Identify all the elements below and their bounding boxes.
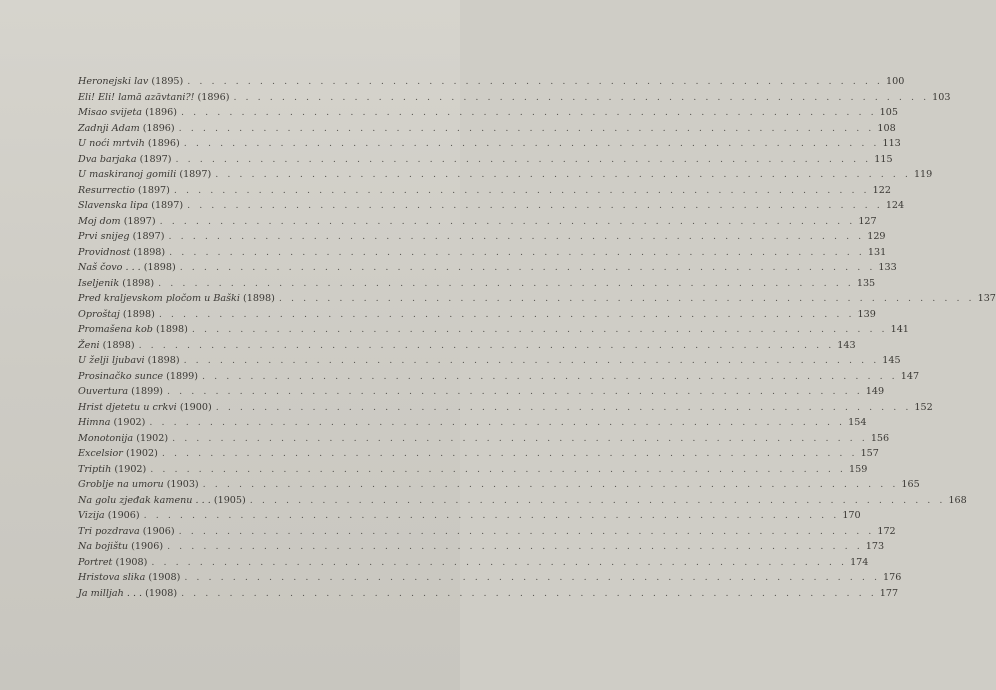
poem-title: U želji ljubavi: [78, 355, 145, 366]
page-number: 103: [932, 91, 951, 103]
poem-title: Providnost: [78, 246, 131, 258]
page-number: 113: [882, 138, 901, 149]
toc-entry: [78, 400, 933, 416]
poem-year: (1897): [151, 200, 184, 211]
poem-year: (1902): [136, 432, 169, 444]
poem-year: (1895): [151, 76, 184, 87]
toc-entry: [78, 307, 876, 323]
table-of-contents: [78, 74, 996, 601]
toc-entry-title: [78, 446, 158, 462]
toc-entry: [78, 167, 933, 183]
poem-year: (1898): [133, 246, 166, 258]
page-number: 139: [857, 308, 876, 320]
toc-entry: [78, 136, 901, 152]
page-number: 172: [877, 525, 896, 537]
toc-entry: [78, 353, 901, 369]
page-number: 174: [850, 556, 869, 568]
dot-leader: [162, 446, 858, 462]
toc-entry: [78, 508, 861, 524]
poem-year: (1896): [145, 107, 177, 118]
poem-year: (1902): [113, 417, 146, 428]
poem-title: Groblje na umoru: [78, 479, 164, 490]
toc-entry: [78, 183, 891, 199]
dot-leader: [167, 539, 863, 555]
toc-entry: [78, 74, 905, 90]
poem-title: Ouvertura: [78, 386, 129, 397]
poem-year: (1906): [142, 525, 175, 537]
page-number: 173: [865, 541, 885, 552]
poem-title: Ženi: [78, 339, 100, 351]
page-number: 141: [890, 324, 909, 335]
poem-title: Excelsior: [78, 448, 123, 459]
dot-leader: [169, 245, 865, 261]
toc-entry-title: [78, 90, 229, 106]
dot-leader: [181, 586, 877, 602]
poem-title: Iseljenik: [78, 277, 120, 289]
poem-title: Ja milljah . . .: [78, 587, 143, 599]
dot-leader: [150, 462, 846, 478]
dot-leader: [158, 276, 854, 292]
poem-title: Zadnji Adam: [78, 122, 140, 134]
page-number: 127: [858, 215, 877, 227]
poem-year: (1897): [123, 215, 156, 227]
dot-leader: [174, 183, 870, 199]
dot-leader: [180, 260, 876, 276]
toc-entry: [78, 384, 885, 400]
poem-year: (1897): [179, 169, 212, 180]
toc-entry-title: [78, 183, 170, 199]
toc-entry: [78, 245, 887, 261]
page-number: 135: [856, 277, 876, 289]
poem-year: (1896): [142, 122, 175, 134]
poem-title: Slavenska lipa: [78, 200, 149, 211]
dot-leader: [176, 152, 872, 168]
poem-title: Triptih: [78, 463, 112, 475]
poem-title: Misao svijeta: [78, 107, 142, 118]
dot-leader: [187, 74, 883, 90]
poem-title: Monotonija: [78, 432, 134, 444]
toc-entry-title: [78, 105, 177, 121]
page-number: 133: [878, 262, 897, 273]
dot-leader: [172, 431, 868, 447]
poem-title: Portret: [78, 556, 113, 568]
toc-entry: [78, 570, 902, 586]
dot-leader: [159, 307, 855, 323]
toc-entry: [78, 152, 893, 168]
page-number: 168: [948, 494, 967, 506]
toc-entry: [78, 586, 899, 602]
toc-entry-title: [78, 570, 180, 586]
toc-entry: [78, 105, 898, 121]
poem-year: (1898): [242, 293, 275, 304]
page-number: 145: [882, 355, 901, 366]
toc-entry-title: [78, 555, 147, 571]
toc-entry-title: [78, 524, 175, 540]
dot-leader: [167, 384, 863, 400]
poem-title: Heronejski lav: [78, 76, 149, 87]
poem-title: Oproštaj: [78, 308, 120, 320]
poem-title: Vizija: [78, 510, 105, 521]
page-number: 119: [913, 169, 933, 180]
toc-entry-title: [78, 260, 176, 276]
poem-title: Eli! Eli! lamā azāvtani?!: [78, 91, 195, 103]
toc-entry-title: [78, 477, 199, 493]
dot-leader: [160, 214, 856, 230]
toc-entry-title: [78, 74, 183, 90]
poem-year: (1902): [125, 448, 158, 459]
page-number: 105: [879, 107, 898, 118]
toc-entry: [78, 121, 896, 137]
toc-entry-title: [78, 415, 145, 431]
toc-entry: [78, 90, 951, 106]
toc-entry: [78, 369, 920, 385]
dot-leader: [187, 198, 883, 214]
dot-leader: [179, 121, 875, 137]
page-number: 100: [885, 76, 905, 87]
poem-year: (1898): [155, 324, 188, 335]
poem-year: (1896): [197, 91, 230, 103]
poem-title: Himna: [78, 417, 111, 428]
page-number: 108: [877, 122, 896, 134]
page-number: 165: [901, 479, 920, 490]
poem-year: (1898): [122, 277, 155, 289]
dot-leader: [181, 105, 877, 121]
poem-title: Prvi snijeg: [78, 231, 130, 242]
poem-year: (1898): [102, 339, 135, 351]
toc-entry: [78, 446, 879, 462]
toc-entry: [78, 322, 909, 338]
toc-entry-title: [78, 369, 198, 385]
poem-year: (1899): [131, 386, 164, 397]
toc-entry: [78, 198, 905, 214]
page-number: 147: [900, 370, 920, 382]
page-number: 143: [837, 339, 856, 351]
toc-entry-title: [78, 353, 180, 369]
poem-title: Na bojištu: [78, 541, 129, 552]
toc-entry: [78, 260, 897, 276]
toc-entry-title: [78, 291, 275, 307]
poem-year: (1898): [143, 262, 176, 273]
toc-entry-title: [78, 214, 156, 230]
toc-entry-title: [78, 152, 172, 168]
dot-leader: [216, 400, 912, 416]
poem-year: (1905): [213, 494, 246, 506]
page-number: 149: [865, 386, 885, 397]
page-number: 154: [848, 417, 867, 428]
toc-entry-title: [78, 462, 146, 478]
page-number: 137: [977, 293, 996, 304]
toc-entry-title: [78, 508, 140, 524]
poem-title: Prosinačko sunce: [78, 370, 164, 382]
poem-title: Dva barjaka: [78, 153, 137, 165]
toc-entry-title: [78, 245, 165, 261]
toc-entry: [78, 415, 867, 431]
page-number: 176: [883, 572, 902, 583]
toc-entry-title: [78, 167, 211, 183]
toc-entry: [78, 477, 920, 493]
poem-year: (1897): [132, 231, 165, 242]
toc-entry: [78, 291, 996, 307]
page-number: 124: [885, 200, 905, 211]
poem-title: Pred kraljevskom pločom u Baški: [78, 293, 240, 304]
toc-entry-title: [78, 539, 163, 555]
page-number: 122: [872, 184, 891, 196]
poem-title: Naš čovo . . .: [78, 262, 141, 273]
page-number: 156: [870, 432, 890, 444]
page-number: 115: [874, 153, 893, 165]
dot-leader: [233, 90, 929, 106]
toc-entry: [78, 229, 886, 245]
dot-leader: [139, 338, 835, 354]
toc-entry-title: [78, 276, 154, 292]
page-number: 170: [842, 510, 861, 521]
toc-entry: [78, 493, 967, 509]
toc-entry-title: [78, 307, 155, 323]
poem-title: Hrist djetetu u crkvi: [78, 401, 177, 413]
toc-entry-title: [78, 493, 246, 509]
toc-entry-title: [78, 136, 180, 152]
toc-entry: [78, 555, 869, 571]
toc-entry-title: [78, 431, 168, 447]
toc-entry: [78, 462, 868, 478]
dot-leader: [149, 415, 845, 431]
dot-leader: [215, 167, 911, 183]
page-number: 177: [879, 587, 899, 599]
toc-entry-title: [78, 338, 135, 354]
dot-leader: [279, 291, 975, 307]
poem-year: (1908): [145, 587, 178, 599]
toc-entry-title: [78, 322, 188, 338]
poem-title: Moj dom: [78, 215, 121, 227]
poem-year: (1898): [122, 308, 155, 320]
toc-entry-title: [78, 229, 165, 245]
page-number: 129: [867, 231, 886, 242]
dot-leader: [250, 493, 946, 509]
toc-entry-title: [78, 400, 212, 416]
poem-title: Tri pozdrava: [78, 525, 140, 537]
dot-leader: [179, 524, 875, 540]
toc-entry-title: [78, 586, 177, 602]
poem-year: (1899): [166, 370, 199, 382]
dot-leader: [203, 477, 899, 493]
dot-leader: [192, 322, 888, 338]
poem-title: Hristova slika: [78, 572, 146, 583]
dot-leader: [184, 353, 880, 369]
toc-entry: [78, 214, 877, 230]
poem-title: U maskiranoj gomili: [78, 169, 177, 180]
poem-year: (1898): [147, 355, 180, 366]
toc-entry: [78, 338, 856, 354]
poem-year: (1906): [131, 541, 164, 552]
poem-year: (1896): [147, 138, 180, 149]
dot-leader: [151, 555, 847, 571]
toc-entry-title: [78, 121, 175, 137]
toc-entry-title: [78, 384, 163, 400]
toc-entry-title: [78, 198, 183, 214]
dot-leader: [184, 136, 880, 152]
dot-leader: [144, 508, 840, 524]
poem-year: (1908): [148, 572, 181, 583]
poem-year: (1897): [138, 184, 170, 196]
page-number: 157: [860, 448, 879, 459]
poem-year: (1908): [115, 556, 148, 568]
page-number: 152: [914, 401, 933, 413]
poem-year: (1900): [179, 401, 212, 413]
poem-year: (1897): [139, 153, 172, 165]
poem-year: (1906): [107, 510, 140, 521]
poem-title: Na golu zjeđak kamenu . . .: [78, 494, 211, 506]
toc-entry: [78, 276, 876, 292]
poem-title: U noći mrtvih: [78, 138, 145, 149]
poem-year: (1903): [166, 479, 199, 490]
poem-year: (1902): [114, 463, 147, 475]
toc-entry: [78, 539, 885, 555]
dot-leader: [202, 369, 898, 385]
toc-entry: [78, 431, 890, 447]
poem-title: Promašena kob: [78, 324, 153, 335]
dot-leader: [184, 570, 880, 586]
page-number: 131: [867, 246, 887, 258]
poem-title: Resurrectio: [78, 184, 135, 196]
page-number: 159: [848, 463, 868, 475]
toc-entry: [78, 524, 896, 540]
dot-leader: [169, 229, 865, 245]
